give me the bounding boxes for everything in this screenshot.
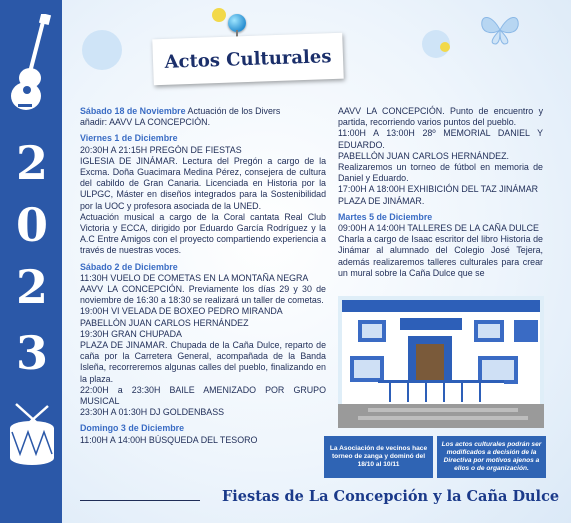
date-heading: Domingo 3 de Diciembre <box>80 423 185 434</box>
event-time: 11:00H A 13:00H 28º MEMORIAL DANIEL Y EDUARDO. <box>338 128 543 150</box>
bubble-decoration <box>440 42 450 52</box>
bubble-decoration <box>82 30 122 70</box>
year-digit-1: 2 <box>15 136 48 190</box>
event-time: 20:30H A 21:15H PREGÓN DE FIESTAS <box>80 144 242 155</box>
event-text: Punto de encuentro y partida, recorriendo varios puntos del pueblo. <box>338 106 544 128</box>
date-heading: Viernes 1 de Diciembre <box>80 133 178 144</box>
butterfly-icon <box>478 12 522 48</box>
event-text: Previamente los días 29 y 30 de noviembre de 16:30 a 18:30 se realizará un taller de cometas. <box>80 284 326 306</box>
title-card <box>152 33 343 86</box>
event-time: 19:00H VI VELADA DE BOXEO PEDRO MIRANDA <box>80 306 283 317</box>
event-text: Actuación de los Divers <box>185 106 281 116</box>
event-description <box>80 284 326 306</box>
event-description <box>80 156 326 212</box>
event-time: 22:00H a 23:30H BAILE AMENIZADO POR GRUPO MUSICAL <box>80 384 326 407</box>
event-description: Charla a cargo de Isaac escritor del libro Historia de Jinámar al alumnado del Colegio José Tejera, además realizaremos talleres culturales para crear un mural sobre la Caña Dulce que se <box>338 234 543 278</box>
event-place: PABELLÓN JUAN CARLOS HERNÁNDEZ <box>80 317 249 328</box>
event-text: Lectura del Pregón a cargo de la Excma. Doña Guacimara Medina Pérez, consejera de cultura del cabildo de Gran Canaria. Licenciada en Historia por la ULPGC, Máster en diseños integrados para la Sostenibilidad por la UOC y profesora asociada de la UNED. <box>80 155 327 211</box>
event-description <box>338 106 543 128</box>
event-place: PLAZA DE JINÁMAR. <box>338 195 425 206</box>
event-nov18 <box>80 106 326 117</box>
event-time: 23:30H A 01:30H DJ GOLDENBASS <box>80 407 225 418</box>
right-column <box>338 106 543 279</box>
event-time: 11:00H A 14:00H BÚSQUEDA DEL TESORO <box>80 434 258 445</box>
event-time: 09:00H A 14:00H TALLERES DE LA CAÑA DULCE <box>338 223 539 234</box>
event-description: Actuación musical a cargo de la Coral cantata Real Club Victoria y ECCA, dirigido por Eduardo García Rodríguez y la A.C Entre Amigos con el proyecto compartiendo experiencia a través de nuestras voces. <box>80 211 326 256</box>
event-place: AAVV LA CONCEPCIÓN. <box>80 284 185 295</box>
event-time: 19:30H GRAN CHUPADA <box>80 328 182 339</box>
event-time: 17:00H A 18:00H EXHIBICIÓN DEL TAZ JINÁMAR <box>338 184 539 195</box>
date-heading: Sábado 18 de Noviembre <box>80 106 186 116</box>
building-photo <box>338 296 544 428</box>
event-description <box>80 340 326 385</box>
event-place: PABELLÓN JUAN CARLOS HERNÁNDEZ. <box>338 150 509 161</box>
guitar-icon <box>4 14 58 124</box>
year-digit-2: 0 <box>15 198 48 252</box>
date-heading: Sábado 2 de Diciembre <box>80 261 178 272</box>
drum-icon <box>6 400 58 470</box>
event-text: Chupada de la Caña Dulce, reparto de caña por la Carretera General, acompañada de la Banda Isleña, recorreremos algunas calles del pueblo, finalizando en la plaza. <box>80 340 327 384</box>
footer-title: Fiestas de La Concepción y la Caña Dulce <box>222 488 560 505</box>
year-digit-4: 3 <box>15 326 48 380</box>
event-time: 11:30H VUELO DE COMETAS EN LA MONTAÑA NEGRA <box>80 272 309 283</box>
info-box-notice: Los actos culturales podrán ser modificados a decisión de la Directiva por motivos ajenos a ellos o de organización. <box>437 436 546 478</box>
event-place: IGLESIA DE JINÁMAR. <box>80 155 178 166</box>
sidebar <box>0 0 62 523</box>
footer-divider <box>80 500 200 501</box>
info-box-tournament: La Asociación de vecinos hace torneo de zanga y dominó del 18/10 al 10/11 <box>324 436 433 478</box>
bubble-decoration <box>212 8 226 22</box>
info-boxes <box>324 436 546 478</box>
event-text: añadir: AAVV LA CONCEPCIÓN. <box>80 117 211 128</box>
left-column <box>80 106 326 446</box>
event-place: PLAZA DE JINAMAR. <box>80 340 168 351</box>
page-title: Actos Culturales <box>164 45 332 73</box>
year-digit-3: 2 <box>15 260 48 314</box>
date-heading: Martes 5 de Diciembre <box>338 211 433 222</box>
event-description: Realizaremos un torneo de fútbol en memoria de Daniel y Eduardo. <box>338 162 543 184</box>
event-place: AAVV LA CONCEPCIÓN. <box>338 106 445 116</box>
